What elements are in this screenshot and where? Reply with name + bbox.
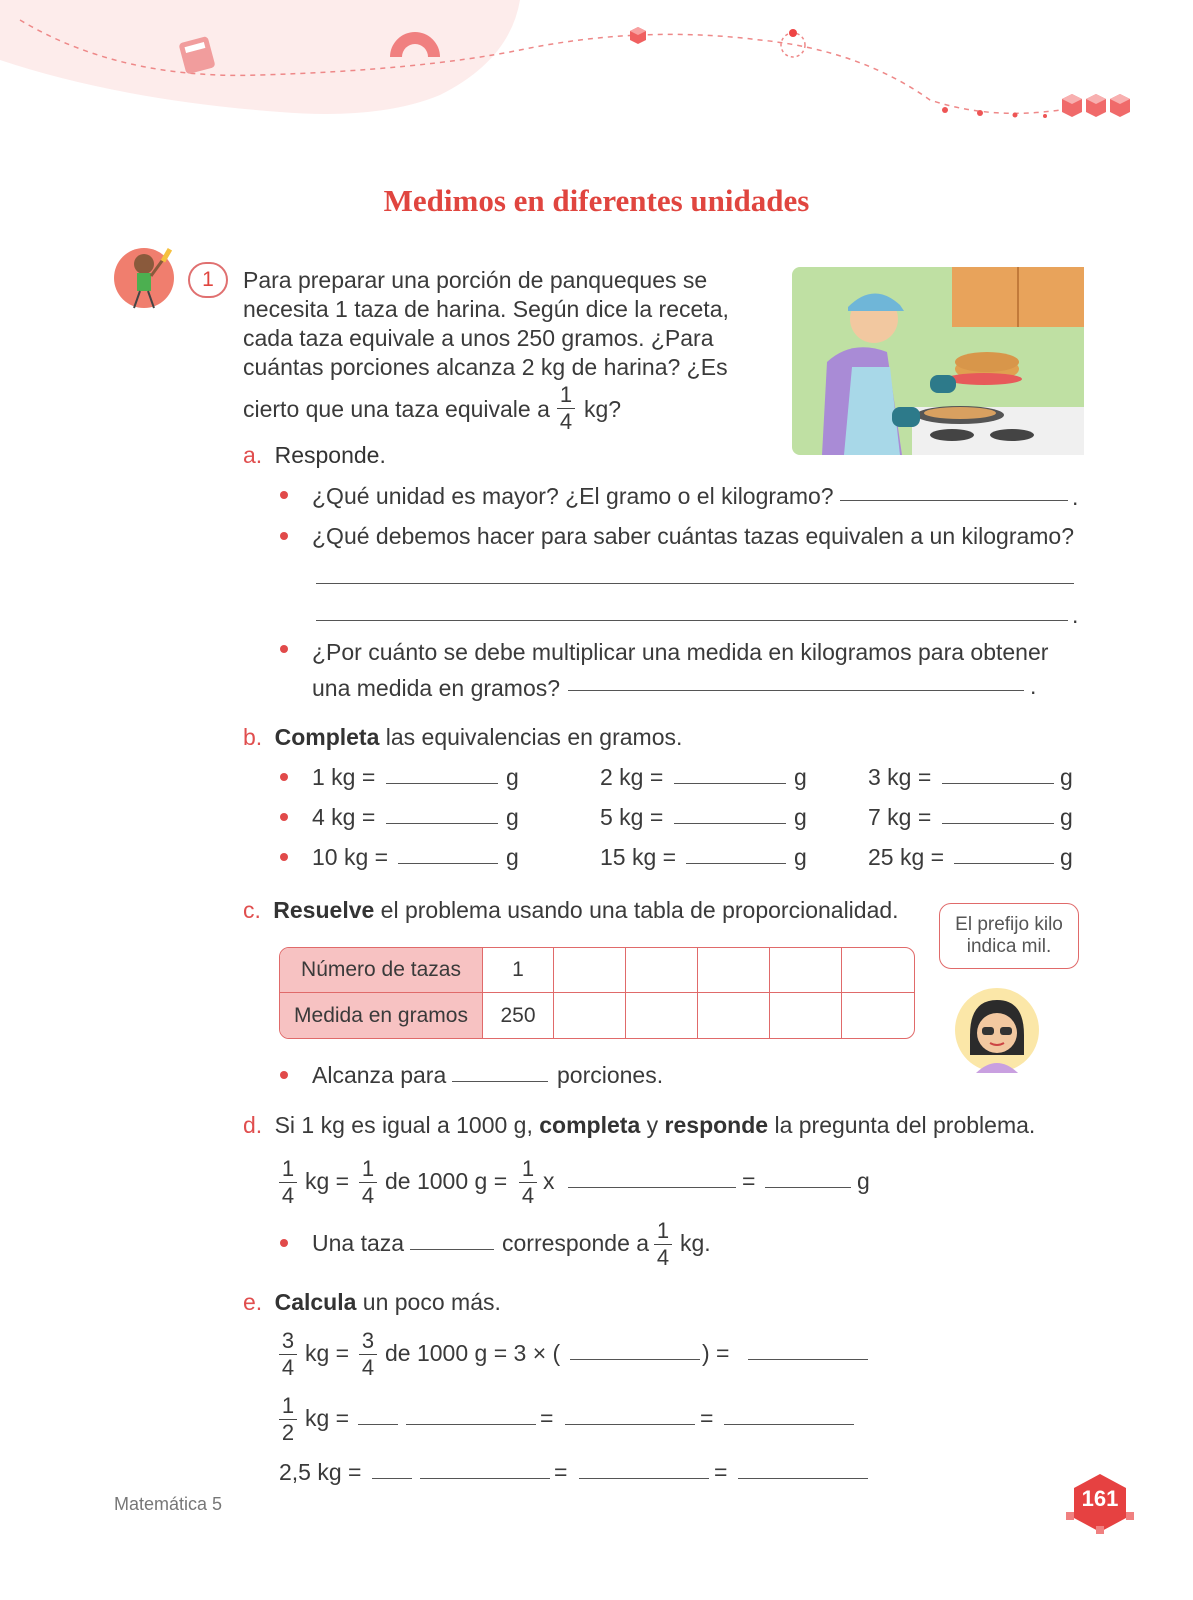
fraction-one-quarter: 1 4: [359, 1157, 377, 1208]
section-c-letter: c.: [243, 897, 261, 923]
fraction-one-quarter: 1 4: [654, 1219, 672, 1270]
section-e-heading: e. Calcula un poco más.: [243, 1289, 501, 1315]
table-cell-empty[interactable]: [625, 947, 698, 993]
question-a2: ¿Qué debemos hacer para saber cuántas tazas equivalen a un kilogramo?: [312, 523, 1075, 549]
answer-line[interactable]: [942, 783, 1054, 784]
cubes-icon: [1060, 92, 1134, 122]
answer-line[interactable]: [398, 863, 498, 864]
table-row-label: Número de tazas: [279, 947, 483, 993]
answer-d-suffix: kg.: [680, 1230, 711, 1256]
table-cell-value: 1: [482, 947, 554, 993]
answer-line-c[interactable]: [452, 1081, 548, 1082]
page-number: 161: [1081, 1486, 1119, 1511]
table-row-label: Medida en gramos: [279, 992, 483, 1039]
bullet: [280, 491, 288, 499]
answer-line-a2-2[interactable]: [316, 620, 1068, 621]
unit-g: g: [1060, 844, 1073, 870]
eq-kg: kg =: [305, 1168, 350, 1194]
eq-lead: 2,5 kg =: [279, 1459, 362, 1485]
bullet: [280, 813, 288, 821]
answer-line-e2[interactable]: [748, 1359, 868, 1360]
protractor-icon: [385, 22, 445, 62]
unit-g: g: [506, 804, 519, 830]
unit-g: g: [506, 844, 519, 870]
answer-line-e4[interactable]: [406, 1424, 536, 1425]
unit-g: g: [794, 844, 807, 870]
intro-line: necesita 1 taza de harina. Según dice la receta,: [243, 296, 729, 322]
section-e-letter: e.: [243, 1289, 263, 1315]
section-a-verb: Responde: [274, 442, 380, 468]
bullet: [280, 645, 288, 653]
answer-c-prefix: Alcanza para: [312, 1062, 447, 1088]
eq-equals: =: [700, 1405, 714, 1431]
section-e-verb: Calcula: [274, 1289, 357, 1315]
section-a-letter: a.: [243, 442, 263, 468]
fraction-one-half: 1 2: [279, 1394, 297, 1445]
fraction-one-quarter: 1 4: [519, 1157, 537, 1208]
eq-de: de 1000 g =: [385, 1168, 508, 1194]
bullet: [280, 773, 288, 781]
answer-line[interactable]: [686, 863, 786, 864]
intro-line: cuántas porciones alcanza 2 kg de harina? ¿Es: [243, 354, 728, 380]
answer-line[interactable]: [386, 783, 498, 784]
answer-line-e8[interactable]: [420, 1478, 550, 1479]
equivalence-label: 15 kg =: [600, 844, 677, 870]
equivalence-label: 25 kg =: [868, 844, 945, 870]
eq-equals: =: [742, 1168, 756, 1194]
unit-g: g: [1060, 764, 1073, 790]
answer-line-a2-1[interactable]: [316, 583, 1074, 584]
answer-line-e5[interactable]: [565, 1424, 695, 1425]
activity-number-badge: [188, 262, 228, 298]
table-cell-empty[interactable]: [697, 992, 770, 1039]
cube-icon: [628, 25, 648, 45]
proportionality-table: [279, 947, 915, 1039]
answer-line[interactable]: [674, 783, 786, 784]
answer-line-e9[interactable]: [579, 1478, 709, 1479]
section-c-heading: c. Resuelve el problema usando una tabla de proporcionalidad.: [243, 897, 899, 923]
unit-g: g: [794, 804, 807, 830]
answer-line-a3[interactable]: [568, 690, 1024, 691]
equivalence-label: 7 kg =: [868, 804, 932, 830]
eq-de: de 1000 g = 3 × (: [385, 1340, 561, 1366]
cook-illustration: [792, 267, 1084, 455]
equivalence-label: 10 kg =: [312, 844, 389, 870]
table-cell-empty[interactable]: [841, 992, 915, 1039]
student-avatar-icon: [112, 240, 182, 316]
table-cell-empty[interactable]: [697, 947, 770, 993]
end-dot: .: [1030, 673, 1037, 699]
table-cell-empty[interactable]: [625, 992, 698, 1039]
answer-line[interactable]: [386, 823, 498, 824]
answer-line-e1[interactable]: [570, 1359, 700, 1360]
unit-g: g: [857, 1168, 870, 1194]
answer-d-prefix: Una taza: [312, 1230, 405, 1256]
equivalence-label: 2 kg =: [600, 764, 664, 790]
question-a3: ¿Por cuánto se debe multiplicar una medida en kilogramos para obtener una medida en gramos?: [312, 639, 1049, 701]
bullet: [280, 532, 288, 540]
equivalence-label: 4 kg =: [312, 804, 376, 830]
section-b-heading: b. Completa las equivalencias en gramos.: [243, 724, 683, 750]
bullet: [280, 1239, 288, 1247]
section-a-heading: a. Responde.: [243, 442, 386, 468]
fraction-three-quarters: 3 4: [359, 1329, 377, 1380]
answer-line-d1[interactable]: [568, 1187, 736, 1188]
table-cell-empty[interactable]: [841, 947, 915, 993]
book-name: Matemática 5: [114, 1494, 223, 1514]
answer-c-suffix: porciones.: [557, 1062, 664, 1088]
calculator-icon: [178, 35, 218, 75]
eq-times: x: [543, 1168, 555, 1194]
table-cell-empty[interactable]: [769, 947, 842, 993]
end-dot: .: [1072, 602, 1079, 628]
eq-equals: =: [554, 1459, 568, 1485]
answer-line-e10[interactable]: [738, 1478, 868, 1479]
answer-line[interactable]: [674, 823, 786, 824]
end-dot: .: [1072, 484, 1079, 510]
activity-number: 1: [202, 268, 214, 291]
activity-intro: [243, 266, 763, 382]
equivalence-label: 3 kg =: [868, 764, 932, 790]
unit-g: g: [1060, 804, 1073, 830]
girl-avatar-icon: [952, 985, 1042, 1075]
table-cell-empty[interactable]: [553, 992, 626, 1039]
unit-g: g: [506, 764, 519, 790]
fraction-one-quarter: 1 4: [279, 1157, 297, 1208]
fraction-one-quarter: 1 4: [557, 383, 575, 434]
eq-kg: kg =: [305, 1405, 350, 1431]
eq-equals: =: [714, 1459, 728, 1485]
answer-line-d3[interactable]: [410, 1249, 494, 1250]
intro-line: cada taza equivale a unos 250 gramos. ¿Para: [243, 325, 714, 351]
answer-line[interactable]: [942, 823, 1054, 824]
fraction-three-quarters: 3 4: [279, 1329, 297, 1380]
intro-last-prefix: cierto que una taza equivale a: [243, 396, 550, 422]
eq-close: ) =: [702, 1340, 730, 1366]
section-d-letter: d.: [243, 1112, 263, 1138]
equivalence-label: 5 kg =: [600, 804, 664, 830]
table-cell-empty[interactable]: [769, 992, 842, 1039]
unit-g: g: [794, 764, 807, 790]
intro-last-suffix: kg?: [584, 396, 622, 422]
table-cell-empty[interactable]: [553, 947, 626, 993]
answer-line-e3[interactable]: [358, 1424, 398, 1425]
page-title: Medimos en diferentes unidades: [383, 183, 810, 218]
section-b-letter: b.: [243, 724, 263, 750]
section-b-verb: Completa: [274, 724, 380, 750]
answer-d-mid: corresponde a: [502, 1230, 650, 1256]
answer-line[interactable]: [954, 863, 1054, 864]
answer-line-e7[interactable]: [372, 1478, 412, 1479]
answer-line-a1[interactable]: [840, 500, 1068, 501]
equivalence-label: 1 kg =: [312, 764, 376, 790]
table-cell-value: 250: [482, 992, 554, 1039]
bullet: [280, 853, 288, 861]
intro-line: Para preparar una porción de panqueques se: [243, 267, 708, 293]
speech-bubble: El prefijo kilo indica mil.: [939, 903, 1079, 969]
eq-equals: =: [540, 1405, 554, 1431]
section-d-heading: d. Si 1 kg es igual a 1000 g, completa y responde la pregunta del problema.: [243, 1112, 1036, 1138]
question-a1: ¿Qué unidad es mayor? ¿El gramo o el kilogramo?: [312, 483, 834, 509]
answer-line-e6[interactable]: [724, 1424, 854, 1425]
answer-line-d2[interactable]: [765, 1187, 851, 1188]
eq-kg: kg =: [305, 1340, 350, 1366]
bullet: [280, 1071, 288, 1079]
section-c-verb: Resuelve: [273, 897, 375, 923]
